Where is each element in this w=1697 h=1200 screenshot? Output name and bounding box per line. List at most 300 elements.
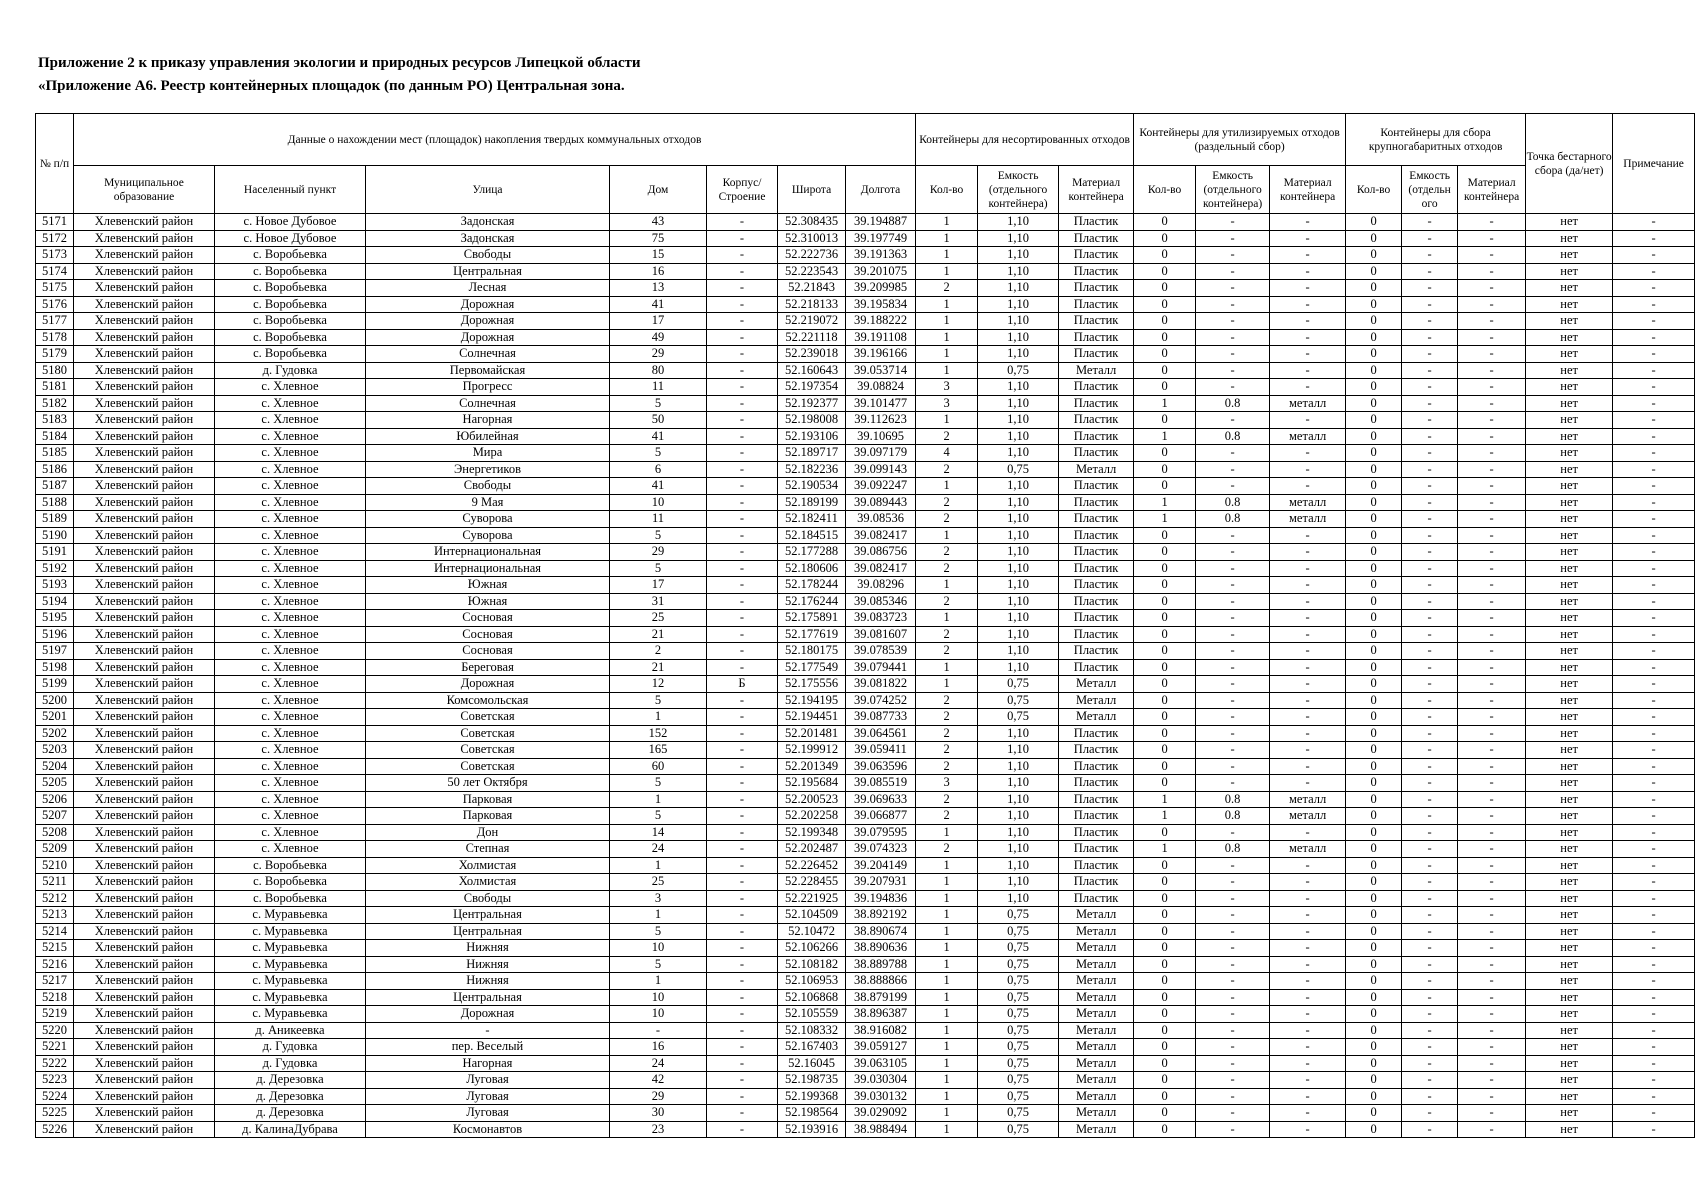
cell-street: Первомайская — [366, 362, 610, 379]
cell-recyclable-capacity: - — [1196, 560, 1270, 577]
cell-house: 1 — [610, 791, 707, 808]
cell-note: - — [1613, 445, 1695, 462]
cell-house: 50 — [610, 412, 707, 429]
cell-unsorted-material: Пластик — [1059, 890, 1134, 907]
cell-recyclable-count: 0 — [1134, 923, 1196, 940]
cell-settlement: с. Новое Дубовое — [215, 214, 366, 231]
cell-municipality: Хлевенский район — [74, 577, 215, 594]
cell-bulky-capacity: - — [1402, 874, 1458, 891]
cell-recyclable-material: - — [1270, 973, 1346, 990]
cell-bulky-material: - — [1458, 791, 1526, 808]
cell-bulky-capacity: - — [1402, 1039, 1458, 1056]
cell-recyclable-count: 1 — [1134, 395, 1196, 412]
table-row — [36, 296, 1695, 313]
cell-street: Дорожная — [366, 676, 610, 693]
cell-municipality: Хлевенский район — [74, 593, 215, 610]
cell-building: - — [707, 989, 778, 1006]
cell-unsorted-capacity: 0,75 — [978, 692, 1059, 709]
cell-unsorted-capacity: 0,75 — [978, 1121, 1059, 1138]
cell-containerless-point: нет — [1526, 445, 1613, 462]
cell-recyclable-capacity: - — [1196, 214, 1270, 231]
cell-unsorted-material: Металл — [1059, 709, 1134, 726]
cell-longitude: 39.197749 — [846, 230, 916, 247]
cell-house: 42 — [610, 1072, 707, 1089]
cell-recyclable-material: - — [1270, 461, 1346, 478]
cell-unsorted-capacity: 1,10 — [978, 280, 1059, 297]
cell-recyclable-count: 1 — [1134, 791, 1196, 808]
cell-house: 23 — [610, 1121, 707, 1138]
cell-house: 3 — [610, 890, 707, 907]
cell-bulky-capacity: - — [1402, 428, 1458, 445]
cell-unsorted-capacity: 1,10 — [978, 725, 1059, 742]
cell-building: - — [707, 923, 778, 940]
cell-municipality: Хлевенский район — [74, 791, 215, 808]
cell-latitude: 52.16045 — [778, 1055, 846, 1072]
cell-municipality: Хлевенский район — [74, 313, 215, 330]
cell-bulky-count: 0 — [1346, 379, 1402, 396]
cell-recyclable-material: - — [1270, 1039, 1346, 1056]
cell-containerless-point: нет — [1526, 230, 1613, 247]
cell-bulky-count: 0 — [1346, 577, 1402, 594]
cell-unsorted-material: Металл — [1059, 1072, 1134, 1089]
cell-unsorted-material: Пластик — [1059, 791, 1134, 808]
cell-longitude: 39.10695 — [846, 428, 916, 445]
cell-settlement: с. Воробьевка — [215, 247, 366, 264]
cell-municipality: Хлевенский район — [74, 247, 215, 264]
cell-recyclable-capacity: 0.8 — [1196, 494, 1270, 511]
cell-bulky-capacity: - — [1402, 940, 1458, 957]
cell-house: 17 — [610, 313, 707, 330]
cell-latitude: 52.201481 — [778, 725, 846, 742]
cell-building: - — [707, 362, 778, 379]
cell-recyclable-capacity: - — [1196, 1072, 1270, 1089]
cell-building: - — [707, 973, 778, 990]
cell-building: - — [707, 808, 778, 825]
cell-bulky-material: - — [1458, 923, 1526, 940]
cell-bulky-material: - — [1458, 758, 1526, 775]
cell-containerless-point: нет — [1526, 973, 1613, 990]
cell-house: 41 — [610, 478, 707, 495]
cell-settlement: с. Хлевное — [215, 494, 366, 511]
cell-unsorted-count: 1 — [916, 610, 978, 627]
cell-unsorted-material: Пластик — [1059, 379, 1134, 396]
cell-settlement: с. Хлевное — [215, 791, 366, 808]
cell-recyclable-capacity: - — [1196, 956, 1270, 973]
cell-street: Сосновая — [366, 643, 610, 660]
cell-house: 16 — [610, 1039, 707, 1056]
cell-recyclable-capacity: 0.8 — [1196, 395, 1270, 412]
cell-settlement: с. Новое Дубовое — [215, 230, 366, 247]
cell-municipality: Хлевенский район — [74, 1088, 215, 1105]
cell-house: 152 — [610, 725, 707, 742]
cell-building: - — [707, 329, 778, 346]
cell-unsorted-material: Металл — [1059, 362, 1134, 379]
cell-longitude: 39.194887 — [846, 214, 916, 231]
cell-note: - — [1613, 659, 1695, 676]
cell-row-number: 5207 — [36, 808, 74, 825]
cell-row-number: 5219 — [36, 1006, 74, 1023]
cell-row-number: 5204 — [36, 758, 74, 775]
cell-recyclable-capacity: - — [1196, 247, 1270, 264]
cell-settlement: д. Дерезовка — [215, 1072, 366, 1089]
cell-bulky-material: - — [1458, 659, 1526, 676]
cell-bulky-material: - — [1458, 808, 1526, 825]
cell-recyclable-capacity: - — [1196, 775, 1270, 792]
cell-latitude: 52.175556 — [778, 676, 846, 693]
cell-longitude: 39.078539 — [846, 643, 916, 660]
cell-recyclable-material: - — [1270, 1072, 1346, 1089]
cell-containerless-point: нет — [1526, 643, 1613, 660]
cell-recyclable-count: 0 — [1134, 280, 1196, 297]
cell-unsorted-material: Пластик — [1059, 824, 1134, 841]
cell-building: - — [707, 742, 778, 759]
table-row — [36, 247, 1695, 264]
cell-latitude: 52.202487 — [778, 841, 846, 858]
cell-recyclable-count: 1 — [1134, 494, 1196, 511]
table-row — [36, 857, 1695, 874]
header-unsorted-capacity: Емкость (отдельного контейнера) — [978, 166, 1059, 214]
cell-unsorted-capacity: 1,10 — [978, 560, 1059, 577]
cell-longitude: 39.194836 — [846, 890, 916, 907]
cell-settlement: с. Хлевное — [215, 395, 366, 412]
cell-street: Центральная — [366, 263, 610, 280]
cell-settlement: с. Хлевное — [215, 379, 366, 396]
cell-bulky-count: 0 — [1346, 775, 1402, 792]
cell-bulky-capacity: - — [1402, 808, 1458, 825]
cell-unsorted-count: 1 — [916, 973, 978, 990]
cell-unsorted-material: Металл — [1059, 1039, 1134, 1056]
cell-note: - — [1613, 676, 1695, 693]
cell-street: Нагорная — [366, 1055, 610, 1072]
cell-building: - — [707, 874, 778, 891]
cell-municipality: Хлевенский район — [74, 973, 215, 990]
cell-unsorted-count: 2 — [916, 544, 978, 561]
cell-settlement: д. Дерезовка — [215, 1105, 366, 1122]
cell-unsorted-material: Пластик — [1059, 808, 1134, 825]
cell-street: Советская — [366, 758, 610, 775]
cell-containerless-point: нет — [1526, 923, 1613, 940]
cell-longitude: 39.082417 — [846, 560, 916, 577]
cell-bulky-count: 0 — [1346, 1055, 1402, 1072]
cell-bulky-count: 0 — [1346, 824, 1402, 841]
cell-recyclable-count: 0 — [1134, 560, 1196, 577]
cell-municipality: Хлевенский район — [74, 709, 215, 726]
cell-containerless-point: нет — [1526, 527, 1613, 544]
cell-latitude: 52.199368 — [778, 1088, 846, 1105]
cell-municipality: Хлевенский район — [74, 346, 215, 363]
cell-note: - — [1613, 890, 1695, 907]
cell-bulky-count: 0 — [1346, 659, 1402, 676]
cell-recyclable-capacity: - — [1196, 742, 1270, 759]
cell-recyclable-count: 0 — [1134, 643, 1196, 660]
cell-note: - — [1613, 395, 1695, 412]
cell-building: - — [707, 692, 778, 709]
table-row — [36, 659, 1695, 676]
cell-recyclable-material: металл — [1270, 791, 1346, 808]
cell-municipality: Хлевенский район — [74, 923, 215, 940]
cell-unsorted-count: 1 — [916, 1121, 978, 1138]
table-row — [36, 626, 1695, 643]
cell-settlement: с. Хлевное — [215, 709, 366, 726]
cell-longitude: 39.063105 — [846, 1055, 916, 1072]
cell-unsorted-count: 2 — [916, 511, 978, 528]
cell-latitude: 52.221925 — [778, 890, 846, 907]
table-row — [36, 461, 1695, 478]
cell-bulky-count: 0 — [1346, 808, 1402, 825]
cell-bulky-capacity: - — [1402, 973, 1458, 990]
cell-unsorted-capacity: 1,10 — [978, 445, 1059, 462]
cell-bulky-count: 0 — [1346, 461, 1402, 478]
cell-bulky-material: - — [1458, 956, 1526, 973]
cell-street: Задонская — [366, 214, 610, 231]
cell-latitude: 52.192377 — [778, 395, 846, 412]
cell-row-number: 5222 — [36, 1055, 74, 1072]
cell-house: 21 — [610, 659, 707, 676]
cell-unsorted-count: 1 — [916, 923, 978, 940]
cell-longitude: 39.066877 — [846, 808, 916, 825]
cell-recyclable-material: - — [1270, 478, 1346, 495]
cell-row-number: 5209 — [36, 841, 74, 858]
cell-recyclable-capacity: - — [1196, 1006, 1270, 1023]
cell-unsorted-count: 3 — [916, 395, 978, 412]
cell-longitude: 39.029092 — [846, 1105, 916, 1122]
cell-latitude: 52.194195 — [778, 692, 846, 709]
cell-bulky-material: - — [1458, 1121, 1526, 1138]
cell-containerless-point: нет — [1526, 907, 1613, 924]
table-row — [36, 824, 1695, 841]
cell-recyclable-material: - — [1270, 313, 1346, 330]
cell-house: 5 — [610, 527, 707, 544]
cell-row-number: 5212 — [36, 890, 74, 907]
cell-row-number: 5226 — [36, 1121, 74, 1138]
cell-containerless-point: нет — [1526, 742, 1613, 759]
cell-recyclable-capacity: 0.8 — [1196, 808, 1270, 825]
cell-recyclable-material: - — [1270, 626, 1346, 643]
cell-building: - — [707, 857, 778, 874]
cell-recyclable-material: - — [1270, 527, 1346, 544]
cell-house: 10 — [610, 989, 707, 1006]
cell-recyclable-material: - — [1270, 940, 1346, 957]
cell-settlement: д. Дерезовка — [215, 1088, 366, 1105]
cell-street: Интернациональная — [366, 560, 610, 577]
cell-bulky-capacity: - — [1402, 907, 1458, 924]
cell-unsorted-material: Пластик — [1059, 527, 1134, 544]
cell-settlement: с. Хлевное — [215, 659, 366, 676]
cell-note: - — [1613, 907, 1695, 924]
cell-latitude: 52.175891 — [778, 610, 846, 627]
cell-municipality: Хлевенский район — [74, 1006, 215, 1023]
header-recyclable-material: Материал контейнера — [1270, 166, 1346, 214]
cell-settlement: с. Хлевное — [215, 428, 366, 445]
cell-municipality: Хлевенский район — [74, 775, 215, 792]
cell-municipality: Хлевенский район — [74, 643, 215, 660]
cell-note: - — [1613, 1105, 1695, 1122]
cell-recyclable-material: - — [1270, 676, 1346, 693]
cell-latitude: 52.197354 — [778, 379, 846, 396]
cell-recyclable-material: - — [1270, 230, 1346, 247]
cell-recyclable-material: - — [1270, 956, 1346, 973]
cell-bulky-count: 0 — [1346, 1022, 1402, 1039]
cell-recyclable-count: 0 — [1134, 214, 1196, 231]
cell-bulky-material: - — [1458, 214, 1526, 231]
cell-building: - — [707, 1022, 778, 1039]
cell-containerless-point: нет — [1526, 1105, 1613, 1122]
table-row — [36, 940, 1695, 957]
cell-recyclable-material: - — [1270, 1006, 1346, 1023]
table-row — [36, 1022, 1695, 1039]
header-row-number: № п/п — [36, 114, 74, 214]
cell-longitude: 39.196166 — [846, 346, 916, 363]
cell-street: пер. Веселый — [366, 1039, 610, 1056]
cell-bulky-material: - — [1458, 313, 1526, 330]
cell-municipality: Хлевенский район — [74, 824, 215, 841]
cell-row-number: 5173 — [36, 247, 74, 264]
cell-recyclable-count: 0 — [1134, 593, 1196, 610]
cell-unsorted-material: Металл — [1059, 1006, 1134, 1023]
cell-unsorted-count: 2 — [916, 742, 978, 759]
table-row — [36, 544, 1695, 561]
cell-recyclable-material: - — [1270, 758, 1346, 775]
cell-recyclable-count: 0 — [1134, 263, 1196, 280]
cell-unsorted-count: 1 — [916, 874, 978, 891]
cell-unsorted-capacity: 1,10 — [978, 841, 1059, 858]
cell-containerless-point: нет — [1526, 428, 1613, 445]
cell-unsorted-material: Пластик — [1059, 247, 1134, 264]
cell-note: - — [1613, 1055, 1695, 1072]
cell-recyclable-count: 0 — [1134, 692, 1196, 709]
cell-bulky-count: 0 — [1346, 247, 1402, 264]
cell-house: 5 — [610, 395, 707, 412]
cell-recyclable-count: 0 — [1134, 478, 1196, 495]
cell-settlement: с. Хлевное — [215, 610, 366, 627]
cell-settlement: с. Муравьевка — [215, 989, 366, 1006]
cell-row-number: 5183 — [36, 412, 74, 429]
cell-building: - — [707, 511, 778, 528]
table-row — [36, 890, 1695, 907]
cell-longitude: 39.030304 — [846, 1072, 916, 1089]
cell-row-number: 5221 — [36, 1039, 74, 1056]
cell-settlement: с. Хлевное — [215, 478, 366, 495]
cell-latitude: 52.108182 — [778, 956, 846, 973]
cell-latitude: 52.182236 — [778, 461, 846, 478]
cell-recyclable-capacity: - — [1196, 725, 1270, 742]
table-row — [36, 527, 1695, 544]
cell-bulky-count: 0 — [1346, 544, 1402, 561]
table-row — [36, 230, 1695, 247]
cell-building: - — [707, 956, 778, 973]
cell-building: - — [707, 725, 778, 742]
cell-street: Интернациональная — [366, 544, 610, 561]
cell-recyclable-material: - — [1270, 593, 1346, 610]
cell-latitude: 52.105559 — [778, 1006, 846, 1023]
cell-containerless-point: нет — [1526, 824, 1613, 841]
table-row — [36, 808, 1695, 825]
cell-bulky-material: - — [1458, 296, 1526, 313]
cell-settlement: с. Хлевное — [215, 725, 366, 742]
cell-building: - — [707, 1072, 778, 1089]
cell-containerless-point: нет — [1526, 577, 1613, 594]
cell-recyclable-material: металл — [1270, 428, 1346, 445]
cell-unsorted-material: Металл — [1059, 1088, 1134, 1105]
cell-containerless-point: нет — [1526, 692, 1613, 709]
header-latitude: Широта — [778, 166, 846, 214]
cell-row-number: 5201 — [36, 709, 74, 726]
table-row — [36, 725, 1695, 742]
cell-unsorted-capacity: 1,10 — [978, 857, 1059, 874]
cell-municipality: Хлевенский район — [74, 263, 215, 280]
cell-recyclable-material: - — [1270, 577, 1346, 594]
cell-longitude: 39.097179 — [846, 445, 916, 462]
cell-recyclable-capacity: - — [1196, 1055, 1270, 1072]
cell-recyclable-material: - — [1270, 280, 1346, 297]
cell-latitude: 52.180175 — [778, 643, 846, 660]
cell-unsorted-capacity: 0,75 — [978, 461, 1059, 478]
cell-containerless-point: нет — [1526, 395, 1613, 412]
cell-settlement: с. Хлевное — [215, 461, 366, 478]
cell-containerless-point: нет — [1526, 593, 1613, 610]
cell-containerless-point: нет — [1526, 1039, 1613, 1056]
cell-containerless-point: нет — [1526, 362, 1613, 379]
cell-latitude: 52.10472 — [778, 923, 846, 940]
cell-longitude: 39.08536 — [846, 511, 916, 528]
cell-settlement: с. Муравьевка — [215, 1006, 366, 1023]
cell-unsorted-count: 1 — [916, 1039, 978, 1056]
cell-latitude: 52.222736 — [778, 247, 846, 264]
cell-street: Южная — [366, 577, 610, 594]
table-row — [36, 907, 1695, 924]
cell-unsorted-material: Металл — [1059, 1055, 1134, 1072]
table-row — [36, 1105, 1695, 1122]
cell-recyclable-material: металл — [1270, 395, 1346, 412]
cell-latitude: 52.180606 — [778, 560, 846, 577]
cell-building: - — [707, 247, 778, 264]
table-body — [36, 214, 1695, 1138]
cell-settlement: с. Хлевное — [215, 527, 366, 544]
cell-row-number: 5172 — [36, 230, 74, 247]
cell-note: - — [1613, 956, 1695, 973]
cell-settlement: с. Воробьевка — [215, 296, 366, 313]
cell-building: - — [707, 527, 778, 544]
cell-recyclable-capacity: - — [1196, 676, 1270, 693]
cell-house: 60 — [610, 758, 707, 775]
cell-building: - — [707, 593, 778, 610]
cell-recyclable-capacity: - — [1196, 544, 1270, 561]
cell-bulky-capacity: - — [1402, 610, 1458, 627]
cell-bulky-capacity: - — [1402, 560, 1458, 577]
cell-bulky-capacity: - — [1402, 758, 1458, 775]
table-row — [36, 1088, 1695, 1105]
cell-building: - — [707, 791, 778, 808]
cell-unsorted-count: 1 — [916, 824, 978, 841]
cell-longitude: 39.112623 — [846, 412, 916, 429]
cell-street: Свободы — [366, 890, 610, 907]
cell-street: Дорожная — [366, 296, 610, 313]
cell-unsorted-count: 1 — [916, 247, 978, 264]
cell-settlement: с. Хлевное — [215, 676, 366, 693]
cell-bulky-capacity: - — [1402, 593, 1458, 610]
table-row — [36, 989, 1695, 1006]
cell-bulky-material: - — [1458, 989, 1526, 1006]
cell-settlement: с. Хлевное — [215, 692, 366, 709]
cell-row-number: 5224 — [36, 1088, 74, 1105]
cell-recyclable-material: - — [1270, 1088, 1346, 1105]
cell-bulky-material: - — [1458, 824, 1526, 841]
cell-recyclable-capacity: - — [1196, 923, 1270, 940]
cell-building: Б — [707, 676, 778, 693]
cell-street: Юбилейная — [366, 428, 610, 445]
cell-row-number: 5203 — [36, 742, 74, 759]
cell-latitude: 52.310013 — [778, 230, 846, 247]
